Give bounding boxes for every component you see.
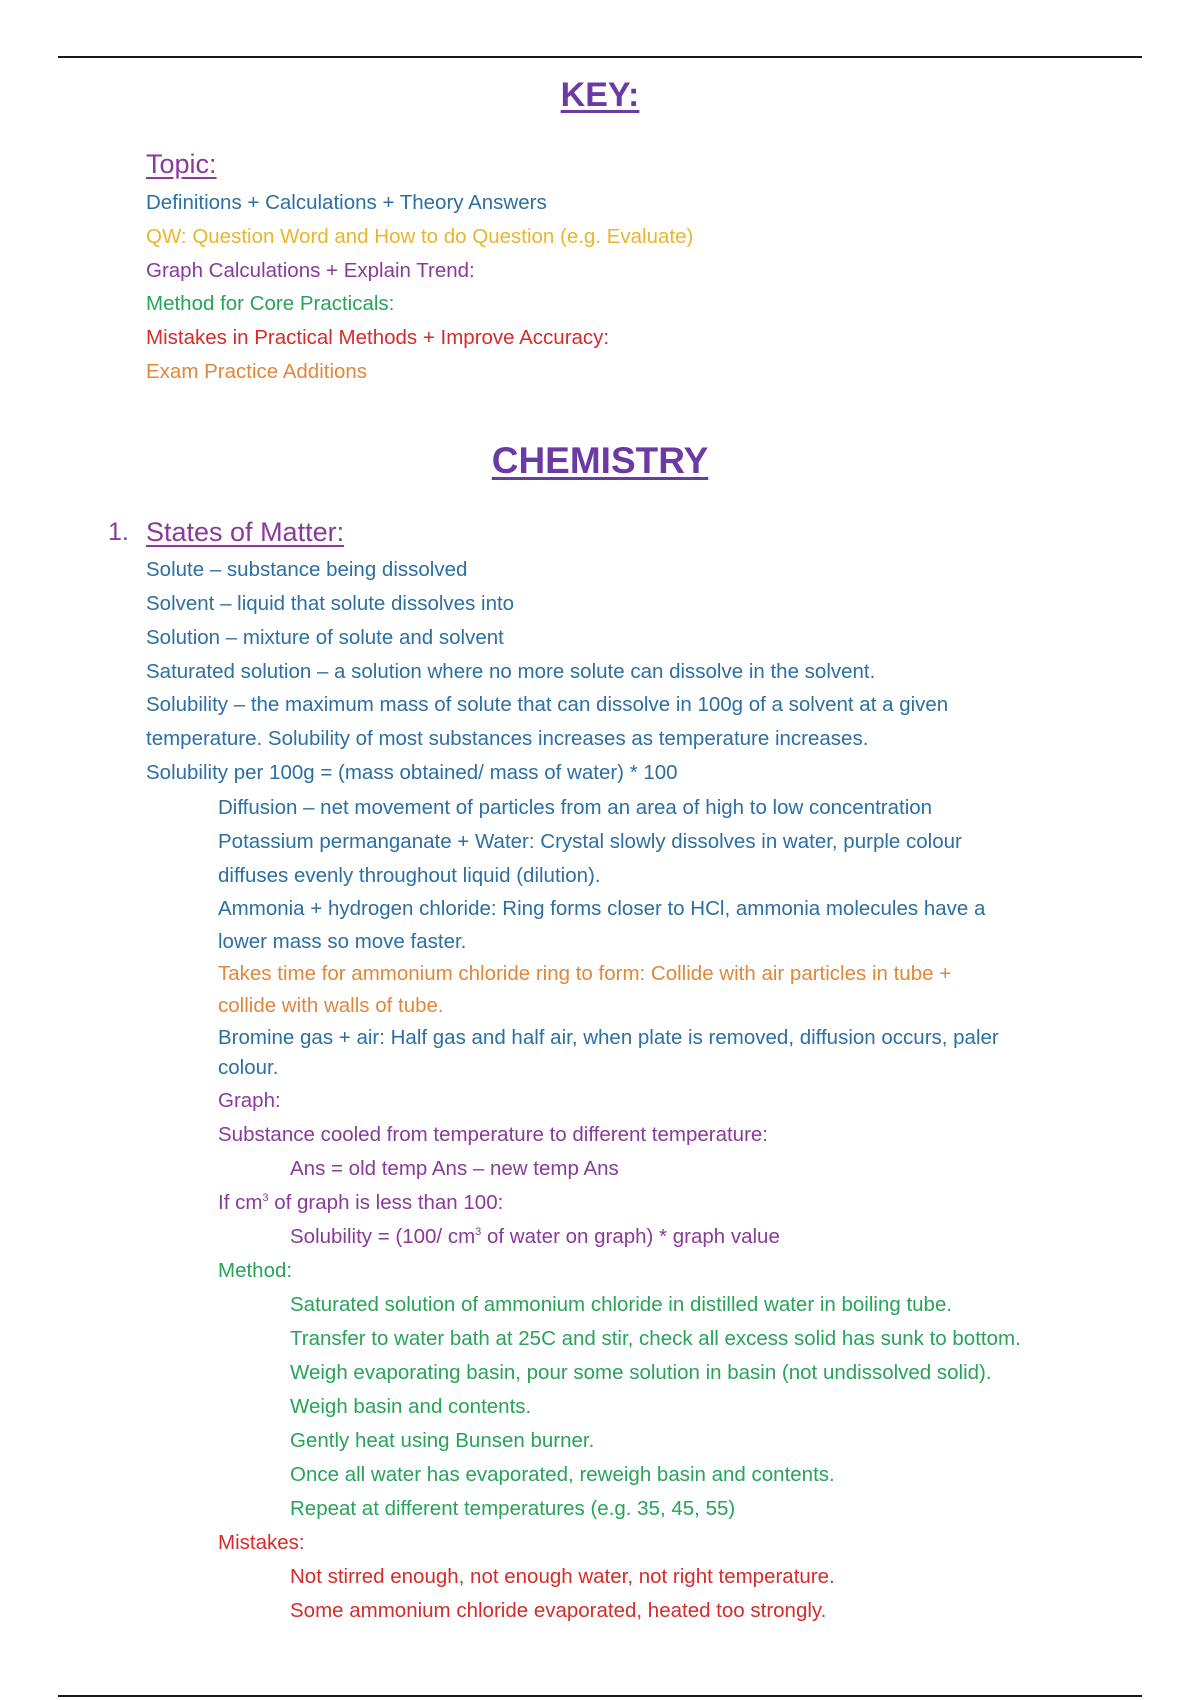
key-title: KEY: (560, 76, 640, 114)
ammonia-hcl-cont: lower mass so move faster. (218, 930, 467, 953)
section-number: 1. (108, 518, 129, 546)
mistake-item: Not stirred enough, not enough water, not right temperature. (290, 1565, 835, 1588)
mistake-item: Some ammonium chloride evaporated, heated too strongly. (290, 1599, 827, 1622)
method-step: Once all water has evaporated, reweigh basin and contents. (290, 1463, 835, 1486)
method-step: Gently heat using Bunsen burner. (290, 1429, 595, 1452)
topic-heading: Topic: (146, 149, 217, 179)
definition-solubility-cont: temperature. Solubility of most substances increases as temperature increases. (146, 727, 869, 750)
key-line-question-word: QW: Question Word and How to do Question (e.g. Evaluate) (146, 225, 694, 248)
graph-line-3: If $cm^3$ of graph is less than 100: (218, 1191, 504, 1214)
key-line-definitions: Definitions + Calculations + Theory Answers (146, 191, 547, 214)
graph-label: Graph: (218, 1089, 281, 1112)
bromine-line: Bromine gas + air: Half gas and half air, when plate is removed, diffusion occurs, paler (218, 1026, 999, 1049)
key-line-exam-practice: Exam Practice Additions (146, 360, 368, 383)
method-step: Transfer to water bath at 25C and stir, check all excess solid has sunk to bottom. (290, 1327, 1021, 1350)
diffusion-definition: Diffusion – net movement of particles from an area of high to low concentration (218, 796, 933, 819)
solubility-formula: Solubility per 100g = (mass obtained/ mass of water) * 100 (146, 761, 678, 784)
key-line-mistakes: Mistakes in Practical Methods + Improve Accuracy: (146, 326, 610, 349)
bromine-line-cont: colour. (218, 1056, 279, 1079)
key-line-method: Method for Core Practicals: (146, 292, 395, 315)
mistakes-label: Mistakes: (218, 1531, 305, 1554)
definition-solubility: Solubility – the maximum mass of solute that can dissolve in 100g of a solvent at a given (146, 693, 949, 716)
definition-saturated: Saturated solution – a solution where no more solute can dissolve in the solvent. (146, 660, 876, 683)
method-step: Saturated solution of ammonium chloride in distilled water in boiling tube. (290, 1293, 953, 1316)
method-label: Method: (218, 1259, 293, 1282)
graph-line-4: Solubility = (100/ $cm^3$ of water on graph) * graph value (290, 1225, 780, 1248)
exam-practice-line: Takes time for ammonium chloride ring to form: Collide with air particles in tube + (218, 962, 952, 985)
top-rule (58, 56, 1142, 58)
key-line-graph: Graph Calculations + Explain Trend: (146, 259, 475, 282)
method-step: Weigh basin and contents. (290, 1395, 532, 1418)
section-heading: States of Matter: (146, 517, 345, 547)
definition-solution: Solution – mixture of solute and solvent (146, 626, 504, 649)
graph-line-1: Substance cooled from temperature to different temperature: (218, 1123, 769, 1146)
method-step: Repeat at different temperatures (e.g. 35, 45, 55) (290, 1497, 736, 1520)
definition-solvent: Solvent – liquid that solute dissolves into (146, 592, 515, 615)
bottom-rule (58, 1695, 1142, 1697)
ammonia-hcl: Ammonia + hydrogen chloride: Ring forms closer to HCl, ammonia molecules have a (218, 897, 986, 920)
potassium-permanganate-cont: diffuses evenly throughout liquid (dilution). (218, 864, 601, 887)
graph-line-2: Ans = old temp Ans – new temp Ans (290, 1157, 619, 1180)
chemistry-title: CHEMISTRY (491, 440, 709, 481)
exam-practice-line-cont: collide with walls of tube. (218, 994, 444, 1017)
definition-solute: Solute – substance being dissolved (146, 558, 468, 581)
method-step: Weigh evaporating basin, pour some solution in basin (not undissolved solid). (290, 1361, 992, 1384)
potassium-permanganate: Potassium permanganate + Water: Crystal slowly dissolves in water, purple colour (218, 830, 962, 853)
